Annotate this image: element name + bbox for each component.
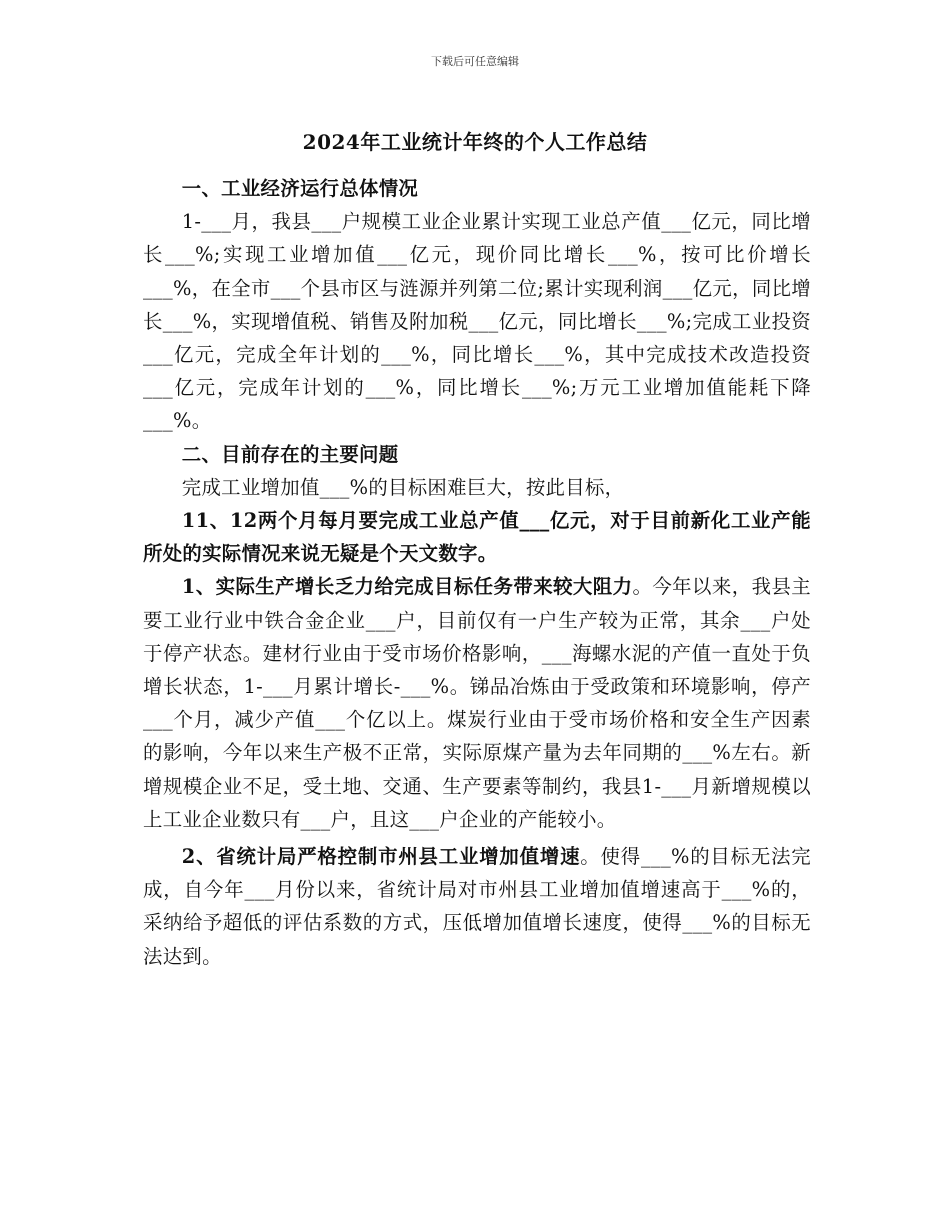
section-2-heading: 二、目前存在的主要问题 [181, 442, 399, 466]
document-title: 2024年工业统计年终的个人工作总结 [302, 130, 648, 154]
item-1-paragraph [143, 570, 811, 836]
item-2-text: 。使得___%的目标无法完成，自今年___月份以来，省统计局对市州县工业增加值增速高于___%的，采纳给予超低的评估系数的方式，压低增加值增长速度，使得___%的目标无法达到。 [143, 845, 811, 968]
item-1-text: 。今年以来，我县主要工业行业中铁合金企业___户，目前仅有一户生产较为正常，其余___户处于停产状态。建材行业由于受市场价格影响，___海螺水泥的产值一直处于负增长状态，1-___月累计增长-___%。锑品冶炼由于受政策和环境影响，停产___个月，减少产值___个亿以上。煤炭行业由于受市场价格和安全生产因素的影响，今年以来生产极不正常，实际原煤产量为去年同期的___%左右。新增规模企业不足，受土地、交通、生产要素等制约，我县1-___月新增规模以上工业企业数只有___户，且这___户企业的产能较小。 [143, 575, 811, 831]
section-2-paragraph-2: 11、12两个月每月要完成工业总产值___亿元，对于目前新化工业产能所处的实际情况来说无疑是个天文数字。 [143, 509, 811, 566]
item-2-lead: 2、省统计局严格控制市州县工业增加值增速 [181, 845, 581, 869]
section-1-heading: 一、工业经济运行总体情况 [181, 177, 419, 200]
item-1-lead: 1、实际生产增长乏力给完成目标任务带来较大阻力 [181, 575, 633, 599]
header-note: 下载后可任意编辑 [431, 55, 519, 68]
section-1-paragraph: 1-___月，我县___户规模工业企业累计实现工业总产值___亿元，同比增长___%;实现工业增加值___亿元，现价同比增长___%，按可比价增长___%，在全市___个县市区与涟源并列第二位;累计实现利润___亿元，同比增长___%，实现增值税、销售及附加税___亿元，同比增长___%;完成工业投资___亿元，完成全年计划的___%，同比增长___%，其中完成技术改造投资___亿元，完成年计划的___%，同比增长___%;万元工业增加值能耗下降___%。 [143, 210, 811, 433]
document-body [143, 172, 811, 973]
item-2-paragraph [143, 840, 811, 973]
section-2-paragraph-1: 完成工业增加值___%的目标困难巨大，按此目标， [181, 475, 625, 499]
